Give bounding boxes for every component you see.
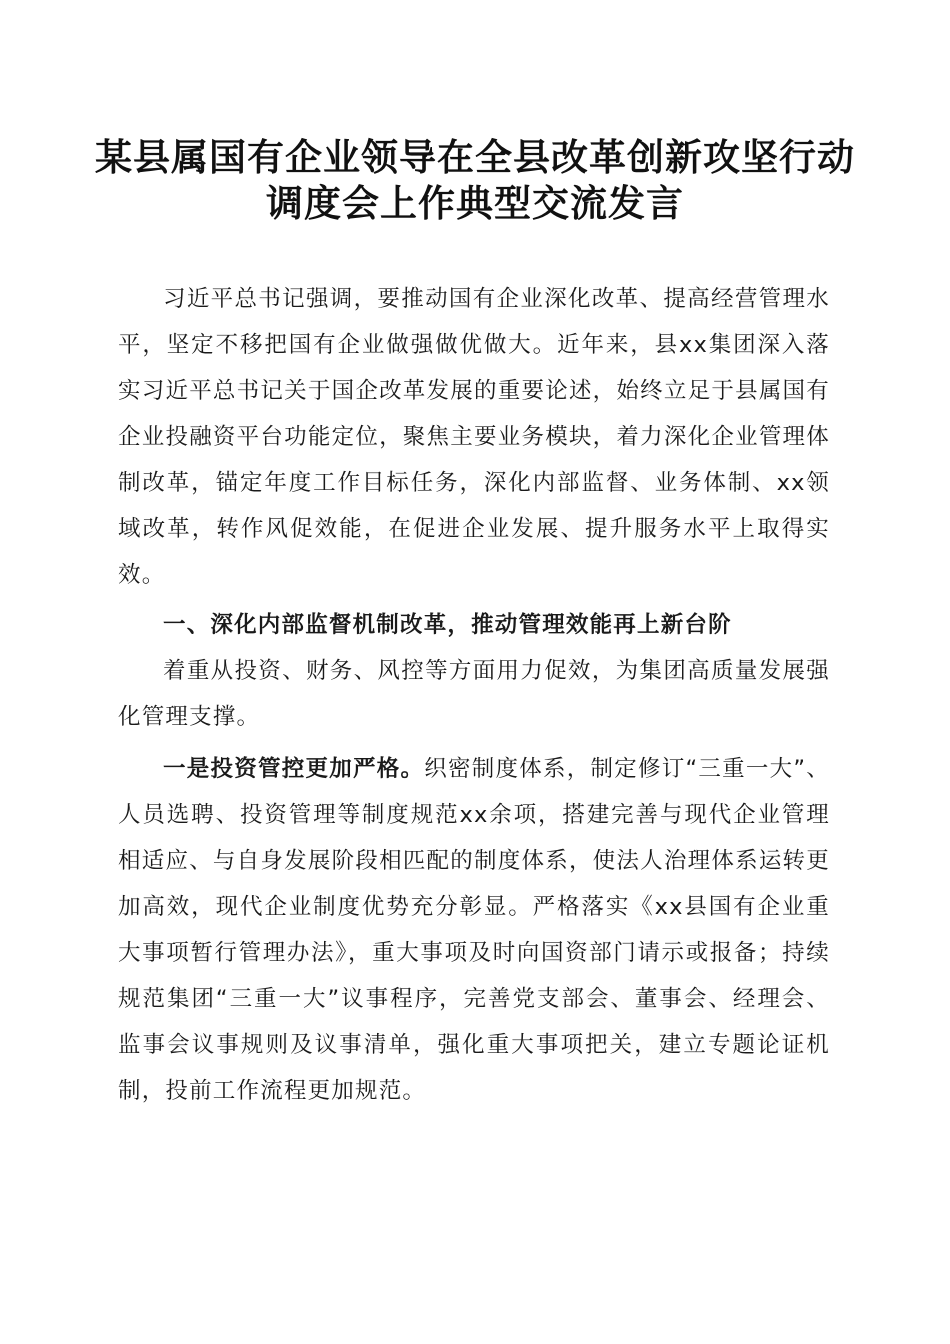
point-1-text: 织密制度体系，制定修订“三重一大”、人员选聘、投资管理等制度规范xx余项，搭建完善与现代企业管理相适应、与自身发展阶段相匹配的制度体系，使法人治理体系运转更加高效，现代企业制度优势充分彰显。严格落实《xx县国有企业重大事项暂行管理办法》，重大事项及时向国资部门请示或报备；持续规范集团“三重一大”议事程序，完善党支部会、董事会、经理会、监事会议事规则及议事清单，强化重大事项把关，建立专题论证机制，投前工作流程更加规范。	[118, 756, 830, 1104]
document-body	[118, 276, 830, 1114]
section-1-point-1	[118, 746, 830, 1114]
point-1-lead: 一是投资管控更加严格。	[163, 756, 425, 782]
document-title	[60, 134, 890, 226]
title-line-1: 某县属国有企业领导在全县改革创新攻坚行动	[95, 135, 855, 179]
section-1-intro: 着重从投资、财务、风控等方面用力促效，为集团高质量发展强化管理支撑。	[118, 658, 830, 730]
intro-paragraph: 习近平总书记强调，要推动国有企业深化改革、提高经营管理水平，坚定不移把国有企业做强做优做大。近年来，县xx集团深入落实习近平总书记关于国企改革发展的重要论述，始终立足于县属国有企业投融资平台功能定位，聚焦主要业务模块，着力深化企业管理体制改革，锚定年度工作目标任务，深化内部监督、业务体制、xx领域改革，转作风促效能，在促进企业发展、提升服务水平上取得实效。	[118, 286, 830, 588]
title-line-2: 调度会上作典型交流发言	[266, 181, 684, 225]
section-1-heading: 一、深化内部监督机制改革，推动管理效能再上新台阶	[163, 612, 732, 638]
